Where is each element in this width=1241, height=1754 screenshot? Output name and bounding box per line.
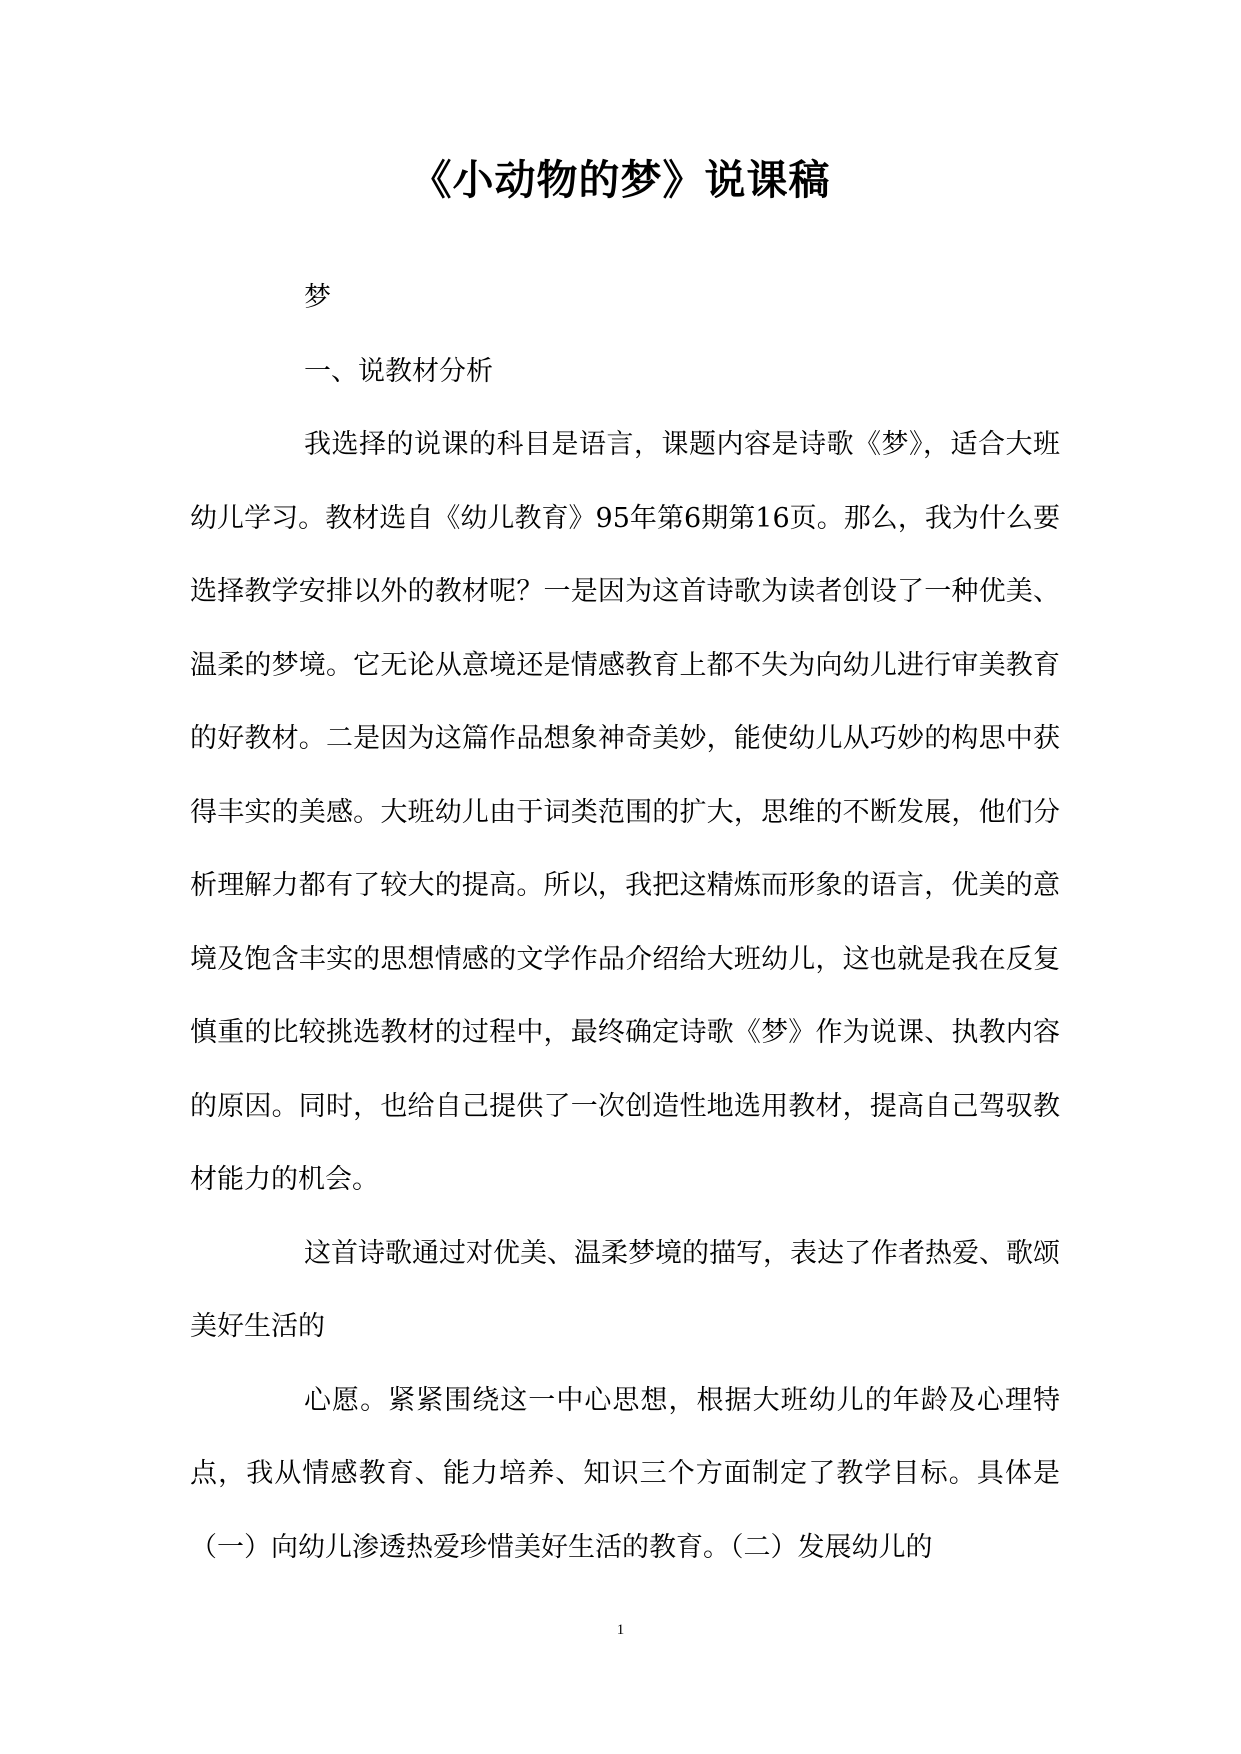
paragraph-dream: 梦 (304, 282, 331, 313)
document-body (190, 261, 1060, 1584)
paragraph-material-choice: 我选择的说课的科目是语言，课题内容是诗歌《梦》，适合大班幼儿学习。教材选自《幼儿教育》95年第6期第16页。那么，我为什么要选择教学安排以外的教材呢？一是因为这首诗歌为读者创设了一种优美、温柔的梦境。它无论从意境还是情感教育上都不失为向幼儿进行审美教育的好教材。二是因为这篇作品想象神奇美妙，能使幼儿从巧妙的构思中获得丰实的美感。大班幼儿由于词类范围的扩大，思维的不断发展，他们分析理解力都有了较大的提高。所以，我把这精炼而形象的语言，优美的意境及饱含丰实的思想情感的文学作品介绍给大班幼儿，这也就是我在反复慎重的比较挑选教材的过程中，最终确定诗歌《梦》作为说课、执教内容的原因。同时，也给自己提供了一次创造性地选用教材，提高自己驾驭教材能力的机会。 (190, 429, 1060, 1195)
section-heading-material-analysis: 一、说教材分析 (304, 355, 493, 387)
document-title: 《小动物的梦》说课稿 (410, 156, 831, 204)
page-number: 1 (616, 1622, 625, 1638)
paragraph-poem-theme: 这首诗歌通过对优美、温柔梦境的描写，表达了作者热爱、歌颂美好生活的 (190, 1237, 1060, 1342)
paragraph-teaching-goals: 心愿。紧紧围绕这一中心思想，根据大班幼儿的年龄及心理特点，我从情感教育、能力培养、知识三个方面制定了教学目标。具体是（一）向幼儿渗透热爱珍惜美好生活的教育。（二）发展幼儿的 (190, 1384, 1060, 1563)
